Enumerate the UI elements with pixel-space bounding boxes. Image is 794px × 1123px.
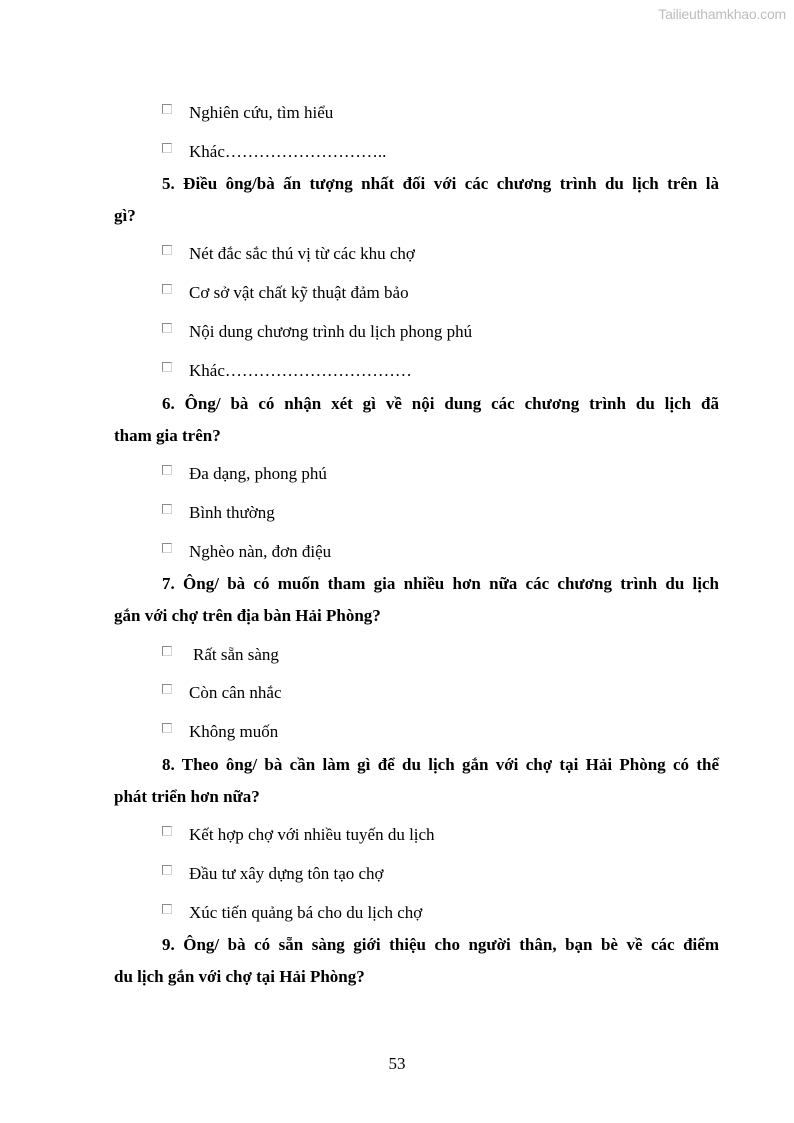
checkbox-icon[interactable]: [162, 826, 172, 836]
checkbox-icon[interactable]: [162, 245, 172, 255]
option-label: Khác……………………………: [189, 361, 412, 380]
option-label: Nội dung chương trình du lịch phong phú: [189, 322, 473, 341]
checkbox-icon[interactable]: [162, 465, 172, 475]
option-item[interactable]: [162, 824, 435, 846]
question-5: [114, 168, 719, 232]
question-7: [114, 568, 719, 632]
checkbox-icon[interactable]: [162, 284, 172, 294]
option-item[interactable]: [162, 902, 422, 924]
checkbox-icon[interactable]: [162, 723, 172, 733]
option-label: Cơ sở vật chất kỹ thuật đảm bảo: [189, 283, 409, 302]
checkbox-icon[interactable]: [162, 504, 172, 514]
question-8: [114, 749, 719, 813]
question-text-cont: phát triển hơn nữa?: [114, 787, 260, 806]
checkbox-icon[interactable]: [162, 543, 172, 553]
option-item[interactable]: [162, 141, 386, 163]
option-item[interactable]: [162, 502, 275, 524]
option-item[interactable]: [162, 863, 384, 885]
option-label: Đầu tư xây dựng tôn tạo chợ: [189, 864, 384, 883]
watermark: Tailieuthamkhao.com: [658, 6, 786, 22]
option-item[interactable]: [162, 321, 472, 343]
option-label: Nghèo nàn, đơn điệu: [189, 542, 332, 561]
option-label: Không muốn: [189, 722, 279, 741]
question-text-cont: gì?: [114, 206, 136, 225]
option-item[interactable]: [162, 102, 333, 124]
option-label: Nét đắc sắc thú vị từ các khu chợ: [189, 244, 415, 263]
page-number: 53: [388, 1054, 406, 1073]
question-text: 5. Điều ông/bà ấn tượng nhất đối với các chương trình du lịch trên là: [162, 174, 719, 193]
question-text: 9. Ông/ bà có sẵn sàng giới thiệu cho người thân, bạn bè về các điểm: [162, 935, 719, 954]
option-item[interactable]: [162, 721, 278, 743]
question-6: [114, 388, 719, 452]
checkbox-icon[interactable]: [162, 143, 172, 153]
option-label: Kết hợp chợ với nhiều tuyến du lịch: [189, 825, 435, 844]
question-text: 6. Ông/ bà có nhận xét gì về nội dung các chương trình du lịch đã: [162, 394, 719, 413]
option-label: Nghiên cứu, tìm hiểu: [189, 103, 334, 122]
option-item[interactable]: [162, 282, 409, 304]
question-text-cont: tham gia trên?: [114, 426, 221, 445]
question-9: [114, 929, 719, 993]
option-label: Bình thường: [189, 503, 275, 522]
question-text-cont: gắn với chợ trên địa bàn Hải Phòng?: [114, 606, 381, 625]
checkbox-icon[interactable]: [162, 904, 172, 914]
question-text-cont: du lịch gắn với chợ tại Hải Phòng?: [114, 967, 365, 986]
option-label: Đa dạng, phong phú: [189, 464, 327, 483]
option-item[interactable]: [162, 644, 279, 666]
checkbox-icon[interactable]: [162, 323, 172, 333]
checkbox-icon[interactable]: [162, 646, 172, 656]
option-item[interactable]: [162, 243, 415, 265]
option-label: Xúc tiến quảng bá cho du lịch chợ: [189, 903, 423, 922]
option-label: Khác………………………..: [189, 142, 387, 161]
checkbox-icon[interactable]: [162, 684, 172, 694]
option-label: Rất sẵn sàng: [193, 645, 279, 664]
option-label: Còn cân nhắc: [189, 683, 282, 702]
option-item[interactable]: [162, 463, 327, 485]
checkbox-icon[interactable]: [162, 104, 172, 114]
option-item[interactable]: [162, 360, 412, 382]
checkbox-icon[interactable]: [162, 865, 172, 875]
checkbox-icon[interactable]: [162, 362, 172, 372]
question-text: 7. Ông/ bà có muốn tham gia nhiều hơn nữa các chương trình du lịch: [162, 574, 719, 593]
question-text: 8. Theo ông/ bà cần làm gì để du lịch gắn với chợ tại Hải Phòng có thể: [162, 755, 719, 774]
option-item[interactable]: [162, 541, 331, 563]
option-item[interactable]: [162, 682, 282, 704]
